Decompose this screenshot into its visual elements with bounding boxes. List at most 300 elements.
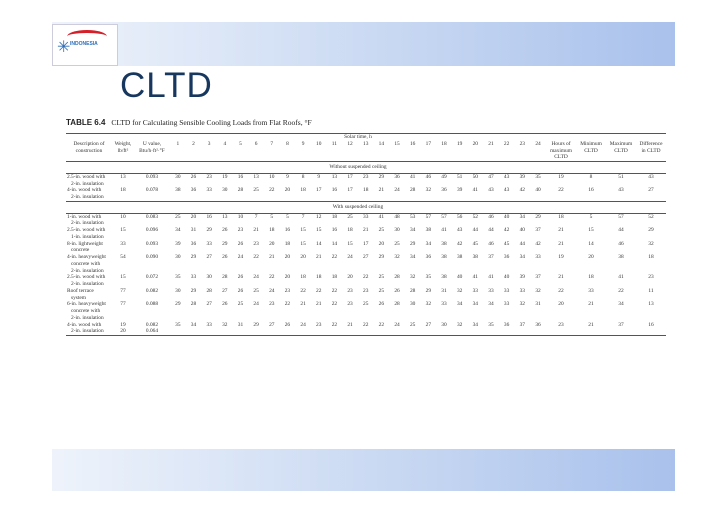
header-weight: Weight, lb/ft² [114,140,132,154]
cltd-value: 25 [237,301,244,308]
u-value-cell [134,288,170,302]
header-u-value: U value, Btu/h·ft²·°F [139,140,165,154]
footer-banner [52,449,675,491]
u-value: 0.093 [145,173,159,180]
cltd-value: 15 [300,240,306,247]
weight-cell [112,187,134,201]
cltd-value: 32 [394,254,400,260]
description-line: concrete with [71,308,101,314]
max-cltd-cell: 46 [618,240,624,247]
cltd-value: 34 [409,254,416,260]
description-line: 4-in. wood with [67,187,102,194]
header-max-cltd: Maximum CLTD [609,140,633,154]
cltd-value: 41 [378,213,385,220]
cltd-value: 32 [456,287,463,294]
cltd-value: 13 [253,173,259,180]
cltd-value: 16 [284,227,291,233]
cltd-value: 38 [441,274,447,281]
cltd-value: 36 [503,254,510,260]
weight-value: 20 [120,328,126,335]
description-line: 4-in. wood with [67,321,102,328]
cltd-value: 17 [316,187,322,194]
cltd-value: 33 [206,321,212,328]
cltd-value: 23 [237,227,244,233]
cltd-value: 43 [456,227,463,233]
cltd-value: 9 [286,173,289,180]
weight-cell [112,322,134,336]
cltd-value: 32 [425,301,432,308]
cltd-value: 15 [316,227,322,233]
cltd-value: 10 [269,173,275,180]
section-blank [546,201,666,213]
u-value: 0.064 [145,328,159,335]
u-value: 0.090 [145,254,159,260]
cltd-value: 32 [222,321,228,328]
cltd-value: 29 [175,301,181,308]
section-blank [66,201,170,213]
diff-cltd-cell: 18 [648,254,654,260]
header-hour: 22 [503,140,510,147]
cltd-value: 42 [503,227,510,233]
cltd-value: 21 [300,301,306,308]
min-cltd-cell: 15 [588,227,594,233]
weight-value: 13 [120,173,126,180]
cltd-value: 47 [488,173,494,180]
header-hour: 3 [207,140,211,147]
header-hour: 21 [488,140,494,147]
cltd-value: 35 [488,321,494,328]
min-cltd-cell: 14 [588,240,594,247]
diff-cltd-cell: 27 [648,187,654,194]
cltd-value: 22 [269,187,275,194]
cltd-value: 38 [175,187,181,194]
u-value: 0.083 [145,213,159,220]
max-cltd-cell: 38 [618,254,624,260]
cltd-value: 23 [347,287,353,294]
weight-value: 54 [120,254,126,260]
cltd-value: 35 [175,274,181,281]
cltd-value: 32 [409,274,416,281]
cltd-value: 28 [409,287,416,294]
cltd-value: 43 [503,187,510,194]
weight-value: 10 [120,213,126,220]
cltd-value: 22 [300,287,306,294]
header-diff-cltd: Difference in CLTD [639,140,663,154]
cltd-value: 46 [425,173,432,180]
cltd-value: 45 [472,240,478,247]
cltd-value: 33 [519,287,525,294]
cltd-value: 31 [237,321,244,328]
cltd-value: 39 [175,240,181,247]
cltd-value: 26 [378,301,385,308]
min-cltd-cell: 21 [588,321,594,328]
cltd-value: 42 [456,240,463,247]
cltd-value: 21 [363,227,369,233]
construction-description [66,301,112,321]
cltd-value: 32 [535,287,541,294]
cltd-value: 25 [394,240,400,247]
cltd-value: 20 [347,274,353,281]
cltd-value: 49 [441,173,447,180]
cltd-value: 28 [394,274,400,281]
cltd-value: 34 [519,213,525,220]
cltd-value: 18 [269,227,275,233]
weight-cell [112,274,134,288]
cltd-value: 41 [409,173,416,180]
cltd-value: 23 [269,301,275,308]
weight-cell [112,254,134,274]
cltd-value: 24 [269,287,275,294]
cltd-value: 25 [378,227,385,233]
construction-description [66,274,112,288]
hours-max-cell: 23 [558,321,564,328]
cltd-value: 18 [300,274,306,281]
description-line: concrete with [71,260,101,267]
construction-description [66,322,112,336]
cltd-value: 21 [378,187,385,194]
cltd-value: 41 [472,274,478,281]
description-line: 2-in. insulation [71,220,104,227]
description-line: 2.5-in. wood with [67,227,106,233]
description-line: 4-in. heavyweight [67,254,106,260]
section-label: With suspended ceiling [332,203,384,210]
table-row [66,173,666,187]
table-row [66,254,666,274]
cltd-value: 13 [222,213,228,220]
cltd-value: 41 [472,187,478,194]
construction-description [66,173,112,187]
description-line: 2.5-in. wood with [67,274,106,281]
u-value: 0.082 [145,287,159,294]
cltd-value: 27 [425,321,432,328]
header-blank [66,134,170,141]
cltd-value: 48 [394,213,400,220]
cltd-value: 16 [331,187,338,194]
cltd-value: 22 [363,321,369,328]
cltd-value: 42 [519,187,525,194]
cltd-value: 18 [363,187,369,194]
cltd-value: 36 [425,254,432,260]
cltd-value: 16 [206,213,212,220]
cltd-value: 18 [331,274,338,281]
cltd-value: 35 [425,274,432,281]
cltd-value: 23 [316,321,322,328]
cltd-value: 29 [190,254,197,260]
cltd-value: 30 [175,173,181,180]
cltd-value: 28 [409,187,416,194]
table-row [66,301,666,321]
cltd-value: 38 [472,254,478,260]
u-value-cell [134,241,170,255]
cltd-value: 17 [347,173,353,180]
cltd-value: 24 [394,321,400,328]
cltd-value: 16 [237,173,244,180]
cltd-value: 25 [409,321,416,328]
header-hour: 15 [394,140,400,147]
cltd-value: 22 [253,254,259,260]
organization-logo [52,24,118,66]
cltd-value: 42 [535,240,541,247]
description-line: 1-in. wood with [67,213,102,220]
cltd-value: 33 [472,287,478,294]
cltd-value: 23 [363,173,369,180]
hours-max-cell: 22 [558,287,564,294]
cltd-value: 23 [363,287,369,294]
max-cltd-cell: 34 [618,301,624,308]
diff-cltd-cell: 32 [648,240,654,247]
max-cltd-cell: 57 [618,213,624,220]
cltd-value: 23 [253,240,259,247]
cltd-value: 37 [535,227,541,233]
cltd-value: 44 [472,227,478,233]
max-cltd-cell: 41 [618,274,624,281]
cltd-value: 38 [441,254,447,260]
cltd-value: 21 [316,301,322,308]
cltd-value: 37 [535,274,541,281]
construction-description [66,187,112,201]
cltd-value: 40 [456,274,463,281]
weight-cell [112,288,134,302]
diff-cltd-cell: 43 [648,173,654,180]
cltd-value: 25 [347,213,353,220]
cltd-value: 27 [363,254,369,260]
weight-cell [112,173,134,187]
header-blank [546,134,666,141]
cltd-value: 20 [284,274,291,281]
cltd-value: 7 [254,213,258,220]
cltd-value: 24 [300,321,306,328]
u-value-cell [134,227,170,241]
cltd-value: 41 [488,274,494,281]
cltd-value: 28 [206,287,212,294]
u-value: 0.093 [145,240,159,247]
header-hour: 13 [363,140,369,147]
description-line: 2.5-in. wood with [67,173,106,180]
cltd-value: 28 [237,187,244,194]
weight-value: 19 [120,321,126,328]
cltd-value: 15 [300,227,306,233]
max-cltd-cell: 51 [618,173,624,180]
cltd-value: 40 [535,187,541,194]
cltd-value: 34 [190,321,197,328]
cltd-value: 33 [503,301,510,308]
construction-description [66,254,112,274]
cltd-value: 20 [300,254,306,260]
cltd-value: 29 [222,240,228,247]
cltd-value: 20 [269,240,275,247]
hours-max-cell: 21 [558,227,564,233]
cltd-value: 26 [237,240,244,247]
cltd-value: 39 [519,274,525,281]
cltd-value: 43 [488,187,494,194]
table-row [66,187,666,201]
description-line: system [71,294,86,301]
cltd-value: 26 [237,274,244,281]
description-line: 2-in. insulation [71,194,104,200]
cltd-value: 32 [456,321,463,328]
cltd-value: 15 [347,240,353,247]
description-line: 2-in. insulation [71,267,104,274]
construction-description [66,227,112,241]
cltd-value: 14 [316,240,322,247]
cltd-value: 25 [378,274,385,281]
header-min-cltd: Minimum CLTD [580,140,602,154]
cltd-value: 9 [317,173,321,180]
header-hour: 9 [301,140,305,147]
cltd-value: 40 [503,213,510,220]
cltd-value: 27 [222,287,228,294]
cltd-value: 35 [175,321,181,328]
cltd-value: 30 [441,321,447,328]
cltd-value: 27 [206,301,212,308]
cltd-value: 29 [253,321,259,328]
cltd-value: 21 [269,254,275,260]
cltd-value: 34 [472,301,478,308]
cltd-value: 24 [237,254,244,260]
cltd-value: 24 [253,301,259,308]
table-caption [66,118,312,127]
cltd-value: 41 [441,227,447,233]
cltd-value: 34 [175,227,181,233]
cltd-value: 22 [284,301,291,308]
cltd-value: 44 [488,227,494,233]
cltd-value: 23 [347,301,353,308]
header-hour: 24 [535,140,541,147]
cltd-value: 26 [284,321,291,328]
cltd-value: 46 [488,213,494,220]
cltd-value: 38 [425,227,432,233]
cltd-value: 22 [331,321,338,328]
cltd-value: 57 [441,213,447,220]
header-hour: 11 [331,140,337,147]
cltd-table [66,133,666,336]
cltd-value: 34 [488,301,494,308]
cltd-value: 22 [269,274,275,281]
cltd-value: 29 [378,173,385,180]
cltd-value: 33 [206,240,212,247]
cltd-value: 33 [503,287,510,294]
cltd-value: 18 [300,187,306,194]
description-line: Roof terrace [67,287,94,294]
cltd-value: 45 [503,240,510,247]
cltd-value: 17 [363,240,369,247]
cltd-value: 30 [175,254,181,260]
header-hour: 7 [270,140,274,147]
diff-cltd-cell: 16 [648,321,654,328]
cltd-value: 28 [222,274,228,281]
description-line: 8-in. lightweight [67,240,103,247]
cltd-value: 24 [253,274,259,281]
cltd-value: 33 [441,301,447,308]
cltd-value: 22 [331,301,338,308]
section-header-row [66,162,666,174]
cltd-value: 24 [394,187,400,194]
table-caption-text: CLTD for Calculating Sensible Cooling Loads from Flat Roofs, °F [111,118,312,127]
cltd-value: 51 [456,173,463,180]
table-header-row [66,141,666,162]
weight-value: 15 [120,227,126,233]
header-banner [52,22,675,66]
cltd-value: 30 [409,301,416,308]
snowflake-icon: ✳ [57,37,71,56]
table-row [66,227,666,241]
header-hour: 10 [316,140,322,147]
min-cltd-cell: 21 [588,301,594,308]
cltd-value: 38 [456,254,463,260]
cltd-value: 36 [190,187,197,194]
cltd-value: 30 [222,187,228,194]
cltd-value: 31 [441,287,447,294]
header-hour: 2 [192,140,195,147]
header-hour: 4 [223,140,227,147]
cltd-value: 30 [175,287,181,294]
cltd-value: 40 [503,274,510,281]
weight-value: 15 [120,274,126,281]
cltd-value: 39 [456,187,463,194]
cltd-value: 34 [456,301,463,308]
cltd-value: 26 [222,254,228,260]
cltd-value: 30 [394,227,400,233]
cltd-value: 22 [331,287,338,294]
cltd-value: 26 [394,287,400,294]
min-cltd-cell: 8 [589,173,593,180]
u-value-cell [134,187,170,201]
section-blank [546,162,666,174]
cltd-value: 35 [535,173,541,180]
table-number: TABLE 6.4 [66,118,106,127]
cltd-value: 52 [472,213,478,220]
cltd-value: 25 [175,213,181,220]
description-line: concrete [71,247,90,254]
cltd-value: 8 [301,173,305,180]
cltd-value: 34 [472,321,478,328]
u-value-cell [134,254,170,274]
cltd-value: 17 [347,187,353,194]
cltd-value: 25 [378,287,385,294]
cltd-value: 20 [190,213,197,220]
cltd-value: 36 [441,187,447,194]
diff-cltd-cell: 13 [648,301,654,308]
cltd-value: 39 [519,173,525,180]
cltd-value: 18 [331,213,338,220]
table-row [66,322,666,336]
cltd-value: 44 [519,240,525,247]
cltd-value: 33 [363,213,369,220]
weight-cell [112,213,134,227]
cltd-value: 43 [503,173,510,180]
cltd-value: 50 [472,173,478,180]
diff-cltd-cell: 52 [648,213,654,220]
cltd-value: 22 [316,287,322,294]
header-hour: 18 [441,140,447,147]
cltd-value: 25 [253,187,259,194]
cltd-value: 21 [253,227,259,233]
diff-cltd-cell: 29 [648,227,654,233]
cltd-value: 29 [190,287,197,294]
cltd-value: 57 [425,213,432,220]
description-line: 2-in. insulation [71,180,104,187]
cltd-value: 33 [190,274,197,281]
cltd-value: 36 [190,240,197,247]
u-value: 0.096 [145,227,159,233]
cltd-value: 26 [237,287,244,294]
cltd-value: 28 [190,301,197,308]
max-cltd-cell: 37 [618,321,624,328]
description-line: 2-in. insulation [71,314,104,321]
cltd-value: 31 [535,301,541,308]
cltd-value: 36 [394,173,400,180]
cltd-value: 34 [425,240,432,247]
